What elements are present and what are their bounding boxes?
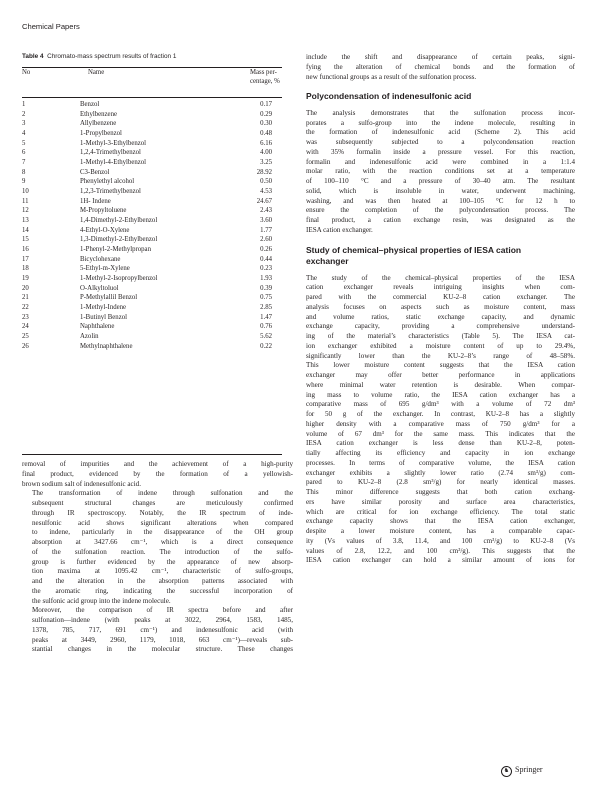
text-line: the formation of indenesulfonic acid (Scheme 2). This acid [306,128,575,137]
row-number: 6 [22,149,26,157]
compound-name: 1-Methyl-2-Isopropylbenzol [80,275,158,283]
mass-percentage: 0.39 [260,284,272,292]
text-line: of the sulfonation reaction. The introduction of the sulfo- [32,547,293,556]
text-line: exchange capacity, providing a comprehensive understand- [306,322,575,331]
mass-percentage: 5.62 [260,333,272,341]
section-heading-polycondensation: Polycondensation of indenesulfonic acid [306,91,472,102]
text-line: Moreover, the comparison of IR spectra before and after [32,606,293,615]
table-row [22,159,282,169]
table-row [22,285,282,295]
row-number: 1 [22,101,26,108]
text-line: 1378, 785, 717, 691 cm⁻¹) and indenesulfonic acid (with [32,625,293,634]
text-line: to indene, particularly in the disappearance of the OH group [32,528,293,537]
journal-name: Chemical Papers [22,22,80,31]
text-line: This lower moisture content suggests that the IESA cation [306,361,575,370]
text-line: analysis focuses on aspects such as moisture content, mass [306,302,575,311]
text-line: with 35% formalin inside a pressure vessel. For this reaction, [306,147,575,156]
table-row [22,120,282,130]
text-line: ing of the material’s characteristics (Table 5). The IESA cat- [306,332,575,340]
table-caption-text: Chromato-mass spectrum results of fraction 1 [47,53,177,60]
text-line: significantly lower than the KU-2–8’s range of 48–58%. [306,351,575,360]
publisher-name: Springer [515,765,543,774]
row-number: 2 [22,110,26,118]
table-row [22,304,282,314]
compound-name: 1,2,4-Trimethylbenzol [80,149,141,157]
mass-percentage: 0.44 [260,255,272,263]
heading-line: Study of chemical–physical properties of IESA cation [306,244,522,255]
text-line: and the alteration in the absorption patterns associated with [32,577,293,585]
text-line: The analysis demonstrates that the sulfonation process incor- [306,108,575,117]
left-paragraph-2 [22,489,293,606]
text-line: exchange capacity shows that the IESA cation exchanger, [306,517,575,526]
text-line: stantial changes in the molecular structure. These changes [32,645,293,654]
compound-name: 1-Methyl-Indene [80,304,127,312]
row-number: 25 [22,333,29,341]
table-row [22,227,282,237]
text-line: and volume ratios, static exchange capacity, and dynamic [306,312,575,321]
row-number: 12 [22,207,29,215]
text-line: exchanger exhibits a slightly lower ratio (2.74 sm³/g) com- [306,468,575,477]
right-column [306,53,575,566]
table-row [22,343,282,353]
row-number: 18 [22,265,29,273]
mass-percentage: 0.75 [260,294,272,302]
mass-percentage: 0.48 [260,130,272,138]
row-number: 8 [22,168,26,176]
mass-percentage: 2.85 [260,304,272,312]
compound-name: Phenylethyl alcohol [80,178,135,186]
text-line: ers have similar porosity and surface area characteristics, [306,497,575,506]
text-line: higher density with a comparative mass of 750 g/dm³ for a [306,419,575,428]
compound-name: Naphthalene [80,323,115,331]
mass-percentage: 28.92 [256,168,272,176]
mass-percentage: 3.60 [260,217,272,225]
compound-name: 4-Ethyl-O-Xylene [80,226,130,234]
text-line: the aromatic ring, indicating the successful incorporation of [32,586,293,595]
text-line: new functional groups as a result of the sulfonation process. [306,72,477,81]
compound-name: 1-Butinyl Benzol [80,313,128,321]
table-row [22,140,282,150]
compound-name: 1,3-Dimethyl-2-Ethylbenzol [80,236,158,244]
row-number: 21 [22,294,29,302]
mass-percentage: 0.22 [260,342,272,350]
compound-name: 1H- Indene [80,197,111,205]
compound-name: Ethylbenzene [80,110,117,118]
row-number: 11 [22,197,29,205]
mass-percentage: 4.00 [260,149,272,157]
row-number: 24 [22,323,29,331]
text-line: porates a sulfo-group into the indene molecule, resulting in [306,118,575,127]
table-row [22,294,282,304]
text-line: absorption at 3427.66 cm⁻¹, which is a direct consequence [32,538,293,546]
row-number: 3 [22,120,26,128]
text-line: was subsequently subjected to a polycondensation reaction [306,138,575,146]
row-number: 7 [22,159,26,167]
text-line: nesulfonic acid shows significant alterations when compared [32,518,293,527]
text-line: where minimal water retention is desirable. When compar- [306,380,575,389]
table-row [22,149,282,159]
compound-name: 1-Propylbenzol [80,130,122,138]
text-line: The study of the chemical–physical properties of the IESA [306,273,575,282]
text-line: molar ratio, with the reaction conditions set at a temperature [306,167,575,176]
data-table [22,101,282,352]
table-row [22,236,282,246]
row-number: 5 [22,139,26,147]
table-row [22,169,282,179]
compound-name: O-Alkyltoluol [80,284,119,292]
row-number: 9 [22,178,26,186]
text-line: tion maxima at 1095.42 cm⁻¹, characteristic of sulfo-groups, [32,567,293,576]
row-number: 14 [22,226,29,234]
compound-name: 1-Methyl-4-Ethylbenzol [80,159,147,167]
table-header [22,69,282,93]
mass-percentage: 1.47 [260,313,272,321]
text-line: comparative mass of 695 g/dm³ with a volume of 72 dm³ [306,400,575,409]
text-line: The transformation of indene through sulfonation and the [32,489,293,498]
mass-percentage: 0.76 [260,323,272,331]
text-line: IESA cation exchanger can hold a similar amount of ions for [306,556,575,565]
mass-percentage: 0.50 [260,178,272,186]
text-line: values of 2.8, 12.2, and 100 cm³/g). This suggests that the [306,546,575,555]
text-line: formalin and indenesulfonic acid were combined in a 1:1.4 [306,157,575,166]
mass-percentage: 0.17 [260,101,272,108]
mass-percentage: 0.30 [260,120,272,128]
publisher-logo [501,765,543,777]
row-number: 4 [22,130,26,138]
row-number: 17 [22,255,29,263]
row-number: 16 [22,246,29,254]
compound-name: C3-Benzol [80,168,110,176]
mass-percentage: 24.67 [256,197,272,205]
text-line: solid, which is insoluble in water, underwent machining, [306,186,575,195]
text-line: group is further evidenced by the appearance of new absorp- [32,557,293,566]
text-line: tially affecting its efficiency and capacity in ion exchange [306,449,575,457]
text-line: which are critical for ion exchange efficiency. The total static [306,507,575,516]
table-row [22,275,282,285]
compound-name: P-Methylallil Benzol [80,294,138,302]
row-number: 22 [22,304,29,312]
row-number: 15 [22,236,29,244]
text-line: pared with the commercial KU-2–8 cation exchanger. The [306,293,575,301]
table-row [22,130,282,140]
mass-percentage: 6.16 [260,139,272,147]
table-top-rule [22,67,282,68]
row-number: 23 [22,313,29,321]
text-line: final product, a cation exchange resin, was designated as the [306,216,575,224]
header-mass: Mass per- [250,69,277,76]
text-line: removal of impurities and the achievement of a high-purity [22,460,293,468]
compound-name: Methylnaphthalene [80,342,133,350]
compound-name: 1-Phenyl-2-Methylpropan [80,246,151,254]
row-number: 10 [22,188,29,196]
text-line: cation exchanger reveals intriguing insights when com- [306,283,575,292]
table-bottom-rule [22,454,282,455]
header-no: No [22,69,31,76]
table-row [22,333,282,343]
text-line: through IR spectroscopy. Notably, the IR spectrum of inde- [32,508,293,517]
mass-percentage: 2.60 [260,236,272,244]
table-label: Table 4 [22,53,44,60]
row-number: 13 [22,217,29,225]
text-line: volume of 67 dm³ for the same mass. This indicates that the [306,429,575,438]
text-line: This minor difference suggests that both cation exchang- [306,488,575,496]
compound-name: 1,4-Dimethyl-2-Ethylbenzol [80,217,158,225]
compound-name: 1,2,3-Trimethylbenzol [80,188,141,196]
text-line: subsequent structural changes are meticulously confirmed [32,499,293,507]
compound-name: 5-Ethyl-m-Xylene [80,265,130,273]
row-number: 19 [22,275,29,283]
mass-percentage: 3.25 [260,159,272,167]
mass-percentage: 0.29 [260,110,272,118]
springer-horse-icon: ♞ [501,766,512,777]
header-mass-unit: centage, % [250,78,280,85]
table-row [22,314,282,324]
compound-name: Azolin [80,333,99,341]
mass-percentage: 2.43 [260,207,272,215]
table-row [22,111,282,121]
text-line: for 50 g of the exchanger. In contrast, KU-2–8 has a slightly [306,410,575,418]
table-row [22,217,282,227]
text-line: ensure the completion of the polycondensation process. The [306,206,575,215]
heading-line: exchanger [306,256,349,266]
text-line: the sulfonic acid group into the indene molecule. [32,596,171,605]
left-column [22,460,293,655]
table-row [22,256,282,266]
table-row [22,101,282,111]
table-row [22,265,282,275]
mass-percentage: 1.93 [260,275,272,283]
text-line: ion exchanger exhibited a moisture content of up to 29.4%, [306,341,575,350]
text-line: of 100–110 °C and a pressure of 30–40 atm. The resultant [306,177,575,185]
text-line: despite a lower moisture content, has a comparable capac- [306,527,575,535]
compound-name: 1-Methyl-3-Ethylbenzol [80,139,147,147]
row-number: 20 [22,284,29,292]
right-paragraph-2 [306,274,575,567]
compound-name: Bicyclohexane [80,255,121,263]
table-row [22,178,282,188]
text-line: include the shift and disappearance of certain peaks, signi- [306,53,575,61]
table-row [22,188,282,198]
text-line: final product, evidenced by the formation of a yellowish- [22,469,293,478]
table-row [22,207,282,217]
compound-name: Benzol [80,101,100,108]
compound-name: M-Propyltoluene [80,207,127,215]
table-row [22,323,282,333]
right-paragraph-1 [306,109,575,236]
text-line: sulfonation—indene (with peaks at 3022, 2964, 1583, 1485, [32,616,293,624]
text-line: pared to KU-2–8 (2.8 sm³/g) for nearly identical masses. [306,478,575,487]
table-caption [22,53,176,60]
text-line: processes. In terms of comparative volume, the IESA cation [306,458,575,467]
mass-percentage: 4.53 [260,188,272,196]
right-paragraph-0 [306,53,575,82]
text-line: ity (Vs values of 3.8, 11.4, and 100 cm³/g) to KU-2–8 (Vs [306,536,575,545]
section-heading-properties [306,245,575,268]
mass-percentage: 0.26 [260,246,272,254]
left-paragraph-3 [22,606,293,655]
text-line: IESA cation exchanger is less dense than KU-2–8, poten- [306,439,575,448]
mass-percentage: 0.23 [260,265,272,273]
text-line: peaks at 3449, 2960, 1179, 1018, 663 cm⁻¹)—reveals sub- [32,635,293,644]
left-paragraph-1 [22,460,293,489]
text-line: brown sodium salt of indenesulfonic acid. [22,479,141,488]
text-line: washing, and was then heated at 100–105 °C for 12 h to [306,196,575,205]
row-number: 26 [22,342,29,350]
text-line: ing mass to volume ratio, the IESA cation exchanger has a [306,390,575,399]
header-name: Name [88,69,105,76]
table-header-rule [22,97,282,98]
table-row [22,198,282,208]
table-row [22,246,282,256]
text-line: IESA cation exchanger. [306,225,373,234]
text-line: exchanger may offer better performance in applications [306,371,575,379]
compound-name: Allylbenzene [80,120,117,128]
text-line: fying the alteration of chemical bonds and the formation of [306,62,575,71]
mass-percentage: 1.77 [260,226,272,234]
